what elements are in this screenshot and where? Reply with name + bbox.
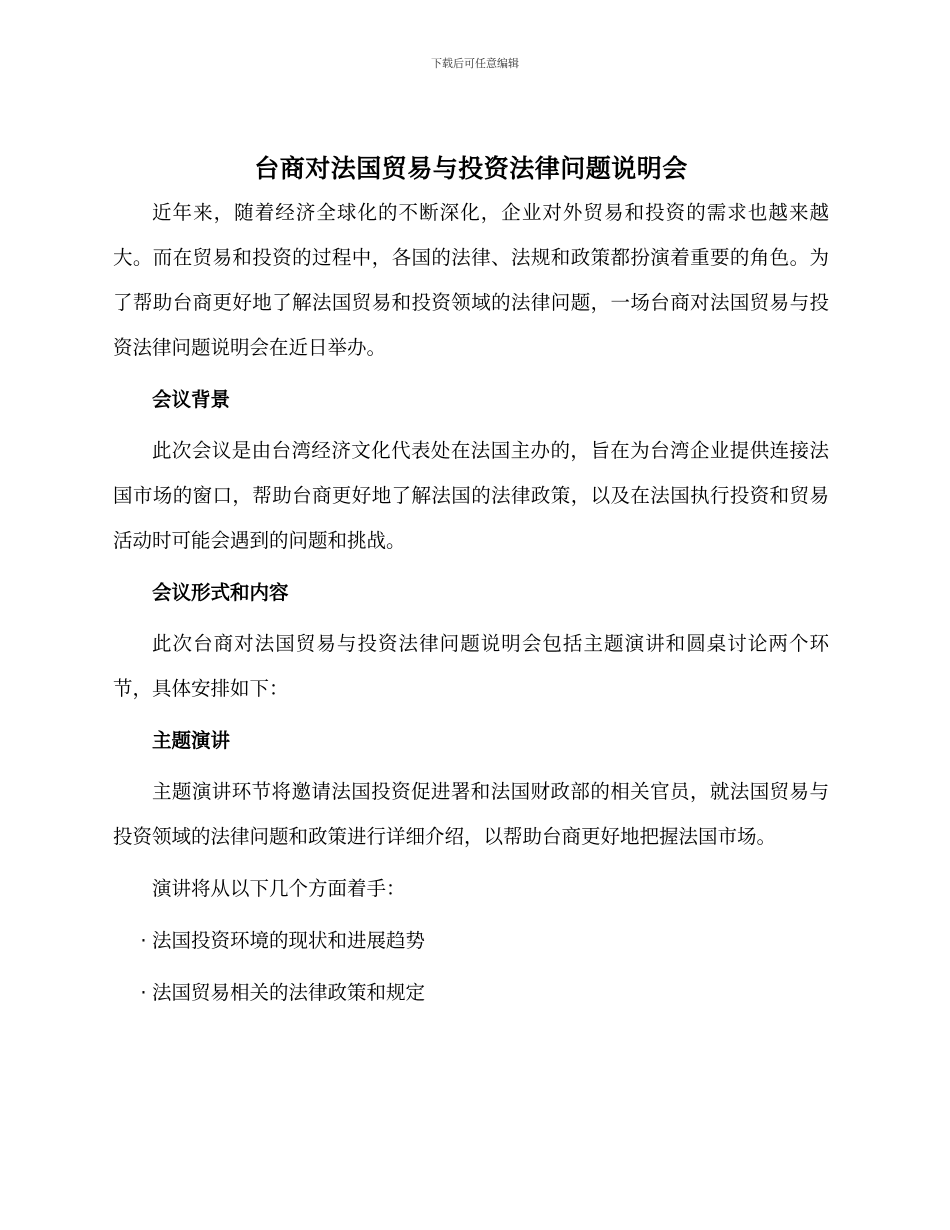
document-page xyxy=(113,148,829,1015)
bullet-marker: · xyxy=(140,929,147,952)
section-extra-keynote: 演讲将从以下几个方面着手： xyxy=(152,877,406,900)
section-body-format: 此次台商对法国贸易与投资法律问题说明会包括主题演讲和圆桌讨论两个环节，具体安排如下： xyxy=(113,632,829,700)
list-item-text: 法国贸易相关的法律政策和规定 xyxy=(152,981,426,1004)
list-item xyxy=(113,918,829,963)
header-note: 下载后可任意编辑 xyxy=(431,57,519,70)
section-body-background: 此次会议是由台湾经济文化代表处在法国主办的，旨在为台湾企业提供连接法国市场的窗口，帮助台商更好地了解法国的法律政策，以及在法国执行投资和贸易活动时可能会遇到的问题和挑战。 xyxy=(113,439,829,552)
section-heading-format: 会议形式和内容 xyxy=(152,581,289,604)
section-body-keynote: 主题演讲环节将邀请法国投资促进署和法国财政部的相关官员，就法国贸易与投资领域的法律问题和政策进行详细介绍，以帮助台商更好地把握法国市场。 xyxy=(113,780,829,848)
section-heading-keynote: 主题演讲 xyxy=(152,729,231,752)
intro-paragraph: 近年来，随着经济全球化的不断深化，企业对外贸易和投资的需求也越来越大。而在贸易和投资的过程中，各国的法律、法规和政策都扮演着重要的角色。为了帮助台商更好地了解法国贸易和投资领域的法律问题，一场台商对法国贸易与投资法律问题说明会在近日举办。 xyxy=(113,201,829,359)
section-heading-background: 会议背景 xyxy=(152,388,231,411)
bullet-marker: · xyxy=(140,981,147,1004)
list-item xyxy=(113,970,829,1015)
list-item-text: 法国投资环境的现状和进展趋势 xyxy=(152,929,426,952)
document-title: 台商对法国贸易与投资法律问题说明会 xyxy=(254,154,688,183)
